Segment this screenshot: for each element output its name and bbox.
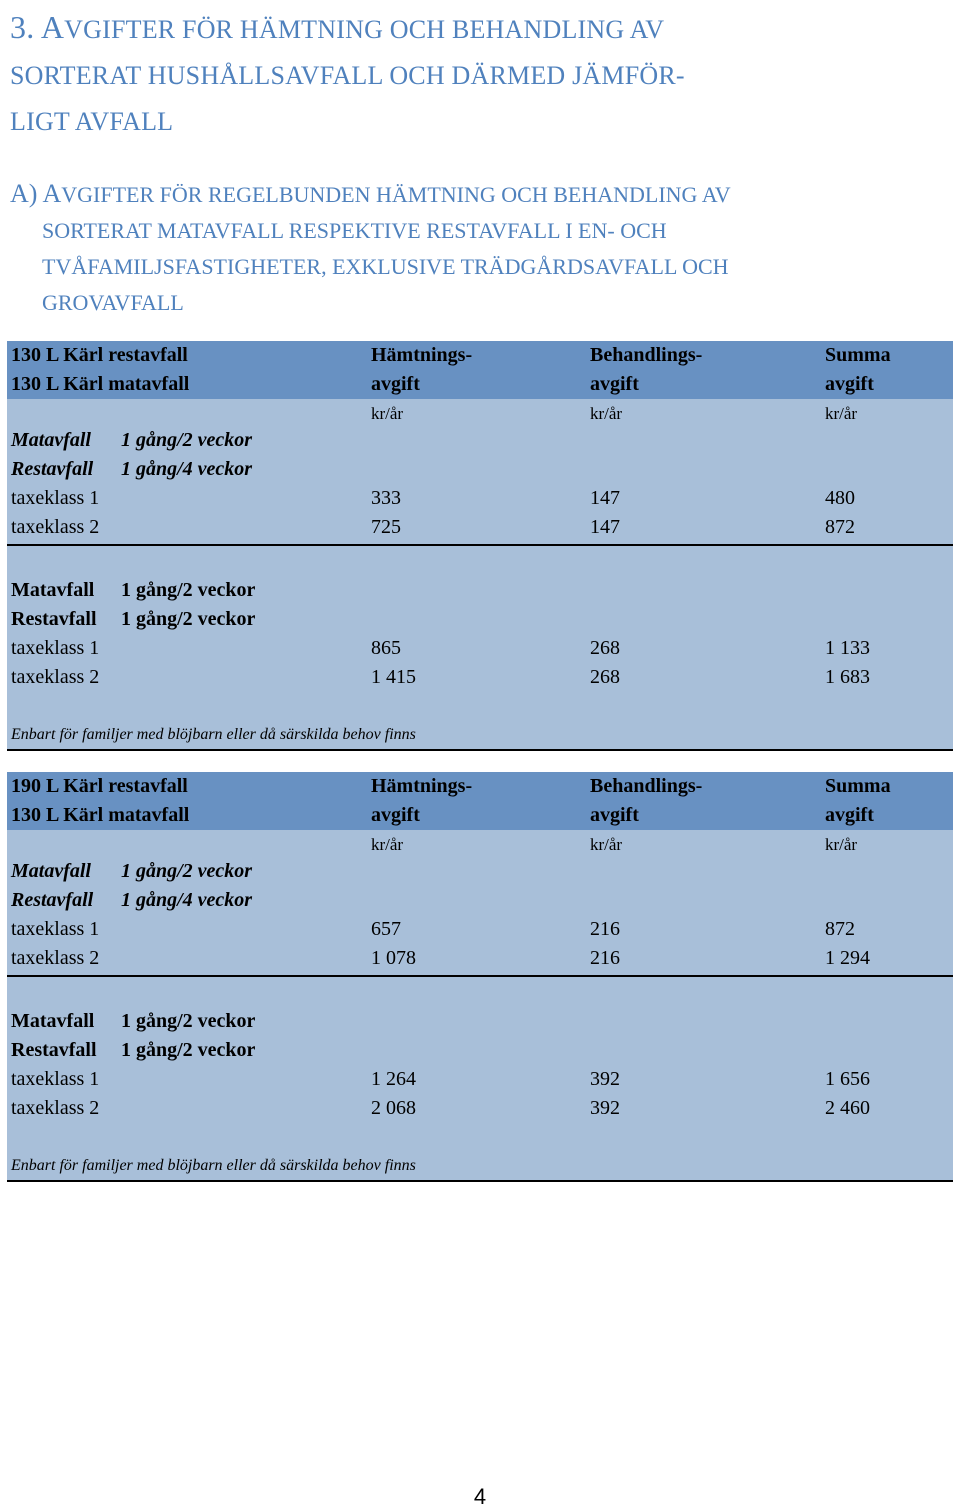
summa-value: 2 460 <box>825 1097 870 1119</box>
table-footnote <box>7 720 953 749</box>
section-heading-line-2: SORTERAT HUSHÅLLSAVFALL OCH DÄRMED JÄMFÖR- <box>10 61 685 90</box>
summa-value: 1 683 <box>825 666 870 688</box>
summa-value: 480 <box>825 487 855 509</box>
table-row <box>7 634 953 663</box>
table-header-row-1 <box>7 772 953 801</box>
column-header-summa: Summa <box>825 775 891 797</box>
unit-label: kr/år <box>371 835 404 854</box>
taxeklass-label: taxeklass 2 <box>11 516 100 538</box>
hamtning-value: 1 078 <box>371 947 416 969</box>
restavfall-frequency: 1 gång/4 veckor <box>121 889 253 911</box>
hamtning-value: 657 <box>371 918 401 940</box>
unit-row <box>7 830 953 857</box>
taxeklass-label: taxeklass 1 <box>11 1068 100 1090</box>
table-header-row-2 <box>7 801 953 830</box>
matavfall-frequency: 1 gång/2 veckor <box>121 860 253 882</box>
footnote-text: Enbart för familjer med blöjbarn eller då särskilda behov finns <box>11 726 416 743</box>
hamtning-value: 725 <box>371 516 401 538</box>
taxeklass-label: taxeklass 1 <box>11 487 100 509</box>
fee-table-190l <box>7 772 953 1182</box>
column-header-avgift: avgift <box>590 373 639 395</box>
taxeklass-label: taxeklass 2 <box>11 666 100 688</box>
column-header-behandling: Behandlings- <box>590 344 703 366</box>
subsection-heading <box>10 176 940 321</box>
behandling-value: 147 <box>590 487 620 509</box>
restavfall-label: Restavfall <box>11 608 97 630</box>
hamtning-value: 1 264 <box>371 1068 416 1090</box>
frequency-row-restavfall <box>7 1036 953 1065</box>
taxeklass-label: taxeklass 2 <box>11 947 100 969</box>
subsection-heading-line-2: SORTERAT MATAVFALL RESPEKTIVE RESTAVFALL I EN- OCH <box>42 218 667 243</box>
subsection-heading-line-1: A) AVGIFTER FÖR REGELBUNDEN HÄMTNING OCH BEHANDLING AV <box>10 179 731 208</box>
frequency-row-matavfall <box>7 576 953 605</box>
behandling-value: 268 <box>590 637 620 659</box>
matavfall-label: Matavfall <box>11 1010 95 1032</box>
container-matavfall-label: 130 L Kärl matavfall <box>11 804 190 826</box>
restavfall-frequency: 1 gång/2 veckor <box>121 1039 256 1061</box>
section-heading-line-3: LIGT AVFALL <box>10 107 174 136</box>
restavfall-label: Restavfall <box>11 458 94 480</box>
summa-value: 872 <box>825 918 855 940</box>
container-restavfall-label: 130 L Kärl restavfall <box>11 344 188 366</box>
hamtning-value: 333 <box>371 487 401 509</box>
column-header-avgift: avgift <box>590 804 639 826</box>
restavfall-frequency: 1 gång/4 veckor <box>121 458 253 480</box>
group-divider <box>7 544 953 546</box>
matavfall-label: Matavfall <box>11 579 95 601</box>
taxeklass-label: taxeklass 1 <box>11 637 100 659</box>
table-row <box>7 944 953 973</box>
behandling-value: 216 <box>590 918 620 940</box>
frequency-row-matavfall <box>7 857 953 886</box>
container-matavfall-label: 130 L Kärl matavfall <box>11 373 190 395</box>
subsection-heading-line-4: GROVAVFALL <box>42 290 184 315</box>
hamtning-value: 865 <box>371 637 401 659</box>
hamtning-value: 2 068 <box>371 1097 416 1119</box>
frequency-row-matavfall <box>7 1007 953 1036</box>
unit-label: kr/år <box>590 404 623 423</box>
table-row <box>7 1094 953 1123</box>
table-row <box>7 484 953 513</box>
table-row <box>7 663 953 692</box>
table-row <box>7 1065 953 1094</box>
matavfall-label: Matavfall <box>11 429 91 451</box>
summa-value: 1 133 <box>825 637 870 659</box>
footnote-text: Enbart för familjer med blöjbarn eller då särskilda behov finns <box>11 1157 416 1174</box>
hamtning-value: 1 415 <box>371 666 416 688</box>
column-header-behandling: Behandlings- <box>590 775 703 797</box>
behandling-value: 268 <box>590 666 620 688</box>
unit-label: kr/år <box>825 835 858 854</box>
taxeklass-label: taxeklass 1 <box>11 918 100 940</box>
restavfall-label: Restavfall <box>11 1039 97 1061</box>
frequency-row-restavfall <box>7 605 953 634</box>
summa-value: 872 <box>825 516 855 538</box>
column-header-summa: Summa <box>825 344 891 366</box>
column-header-avgift: avgift <box>371 804 420 826</box>
taxeklass-label: taxeklass 2 <box>11 1097 100 1119</box>
matavfall-frequency: 1 gång/2 veckor <box>121 1010 256 1032</box>
container-restavfall-label: 190 L Kärl restavfall <box>11 775 188 797</box>
restavfall-frequency: 1 gång/2 veckor <box>121 608 256 630</box>
matavfall-frequency: 1 gång/2 veckor <box>121 579 256 601</box>
behandling-value: 392 <box>590 1068 620 1090</box>
behandling-value: 392 <box>590 1097 620 1119</box>
column-header-hamtning: Hämtnings- <box>371 775 473 797</box>
group-divider <box>7 975 953 977</box>
fee-table-130l <box>7 341 953 751</box>
table-header-row-1 <box>7 341 953 370</box>
section-heading <box>10 4 950 145</box>
subsection-heading-line-3: TVÅFAMILJSFASTIGHETER, EXKLUSIVE TRÄDGÅRDSAVFALL OCH <box>42 254 729 279</box>
column-header-avgift: avgift <box>825 804 874 826</box>
table-row <box>7 915 953 944</box>
table-header-row-2 <box>7 370 953 399</box>
frequency-row-restavfall <box>7 886 953 915</box>
summa-value: 1 294 <box>825 947 870 969</box>
column-header-avgift: avgift <box>371 373 420 395</box>
summa-value: 1 656 <box>825 1068 870 1090</box>
frequency-row-restavfall <box>7 455 953 484</box>
behandling-value: 216 <box>590 947 620 969</box>
unit-label: kr/år <box>371 404 404 423</box>
frequency-row-matavfall <box>7 426 953 455</box>
restavfall-label: Restavfall <box>11 889 94 911</box>
unit-row <box>7 399 953 426</box>
section-heading-line-1: 3. AVGIFTER FÖR HÄMTNING OCH BEHANDLING AV <box>10 9 665 45</box>
unit-label: kr/år <box>825 404 858 423</box>
matavfall-frequency: 1 gång/2 veckor <box>121 429 253 451</box>
column-header-avgift: avgift <box>825 373 874 395</box>
column-header-hamtning: Hämtnings- <box>371 344 473 366</box>
table-footnote <box>7 1151 953 1180</box>
table-row <box>7 513 953 542</box>
page-number: 4 <box>473 1484 487 1509</box>
unit-label: kr/år <box>590 835 623 854</box>
behandling-value: 147 <box>590 516 620 538</box>
matavfall-label: Matavfall <box>11 860 91 882</box>
